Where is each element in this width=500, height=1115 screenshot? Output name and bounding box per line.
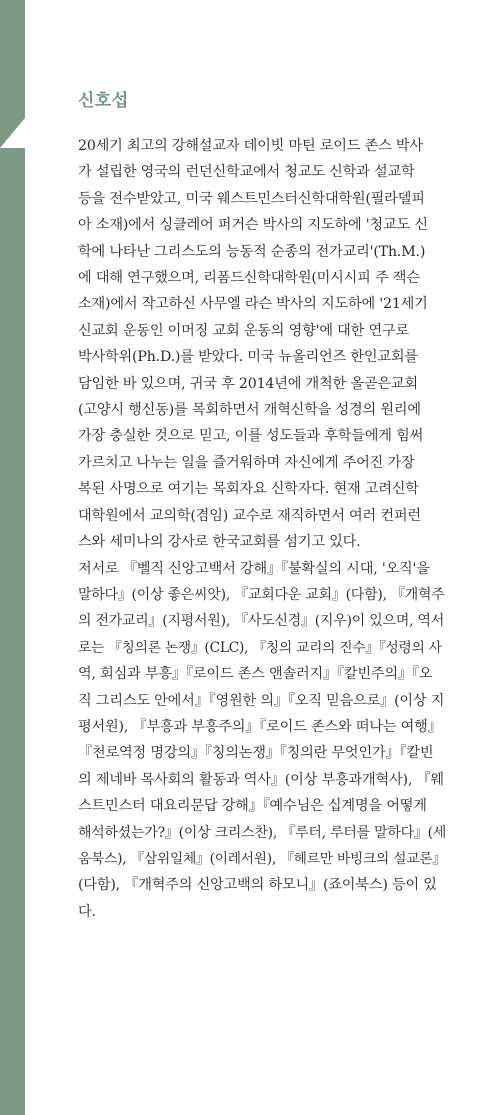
bio-line: 20세기 최고의 강해설교자 데이빗 마틴 로이드 존스 박사 bbox=[78, 138, 423, 154]
bio-line: 학에 나타난 그리스도의 능동적 순종의 전가교리'(Th.M.) bbox=[78, 243, 426, 260]
works-line: 의 제네바 목사회의 활동과 역사』(이상 부흥과개혁사), 『웨 bbox=[78, 771, 444, 788]
author-works bbox=[78, 556, 446, 926]
works-line: 『천로역정 명강의』『칭의논쟁』『칭의란 무엇인가』『칼빈 bbox=[78, 745, 434, 762]
flap-fold-notch bbox=[0, 118, 26, 148]
author-bio bbox=[78, 133, 446, 556]
works-line: (다함), 『개혁주의 신앙고백의 하모니』(죠이북스) 등이 있 bbox=[78, 877, 437, 894]
works-line: 움북스), 『삼위일체』(이레서원), 『헤르만 바빙크의 설교론』 bbox=[78, 850, 446, 867]
cover-flap-band bbox=[0, 0, 25, 1115]
works-line: 직 그리스도 안에서』『영원한 의』『오직 믿음으로』(이상 지 bbox=[78, 692, 445, 709]
works-line: 해석하셨는가?』(이상 크리스찬), 『루터, 루터를 말하다』(세 bbox=[78, 824, 447, 841]
works-line: 스트민스터 대요리문답 강해』『예수님은 십계명을 어떻게 bbox=[78, 798, 427, 815]
works-line: 평서원), 『부흥과 부흥주의』『로이드 존스와 떠나는 여행』 bbox=[78, 718, 442, 735]
author-profile bbox=[78, 86, 446, 925]
author-name: 신호섭 bbox=[78, 91, 129, 111]
bio-line: 아 소재)에서 싱클레어 퍼거슨 박사의 지도하에 '청교도 신 bbox=[78, 217, 428, 234]
works-line: 의 전가교리』(지평서원), 『사도신경』(지우)이 있으며, 역서 bbox=[78, 613, 445, 630]
works-line: 저서로 『벨직 신앙고백서 강해』『불확실의 시대, '오직'을 bbox=[78, 560, 430, 577]
works-line: 역, 회심과 부흥』『로이드 존스 앤솔러지』『칼빈주의』『오 bbox=[78, 666, 433, 683]
bio-line: 등을 전수받았고, 미국 웨스트민스터신학대학원(필라델피 bbox=[78, 190, 425, 207]
bio-line: (고양시 행신동)를 목회하면서 개혁신학을 성경의 원리에 bbox=[78, 402, 421, 419]
bio-line: 박사학위(Ph.D.)를 받았다. 미국 뉴올리언즈 한인교회를 bbox=[78, 349, 418, 366]
bio-line: 복된 사명으로 여기는 목회자요 신학자다. 현재 고려신학 bbox=[78, 481, 419, 498]
bio-line: 신교회 운동인 이머징 교회 운동의 영향'에 대한 연구로 bbox=[78, 322, 409, 339]
works-line: 말하다』(이상 좋은씨앗), 『교회다운 교회』(다함), 『개혁주 bbox=[78, 586, 445, 603]
bio-line: 소재)에서 작고하신 사무엘 라슨 박사의 지도하에 '21세기 bbox=[78, 296, 428, 313]
works-line: 다. bbox=[78, 903, 96, 920]
bio-line: 담임한 바 있으며, 귀국 후 2014년에 개척한 올곧은교회 bbox=[78, 375, 418, 392]
bio-line: 가 설립한 영국의 런던신학교에서 청교도 신학과 설교학 bbox=[78, 164, 415, 181]
bio-line: 에 대해 연구했으며, 리폼드신학대학원(미시시피 주 잭슨 bbox=[78, 270, 420, 287]
bio-line: 가르치고 나누는 일을 즐거워하며 자신에게 주어진 가장 bbox=[78, 454, 415, 471]
bio-line: 스와 세미나의 강사로 한국교회를 섬기고 있다. bbox=[78, 534, 361, 551]
bio-line: 가장 충실한 것으로 믿고, 이를 성도들과 후학들에게 힘써 bbox=[78, 428, 424, 445]
bio-line: 대학원에서 교의학(겸임) 교수로 재직하면서 여러 컨퍼런 bbox=[78, 507, 421, 524]
works-line: 로는 『칭의론 논쟁』(CLC), 『칭의 교리의 진수』『성령의 사 bbox=[78, 639, 442, 656]
